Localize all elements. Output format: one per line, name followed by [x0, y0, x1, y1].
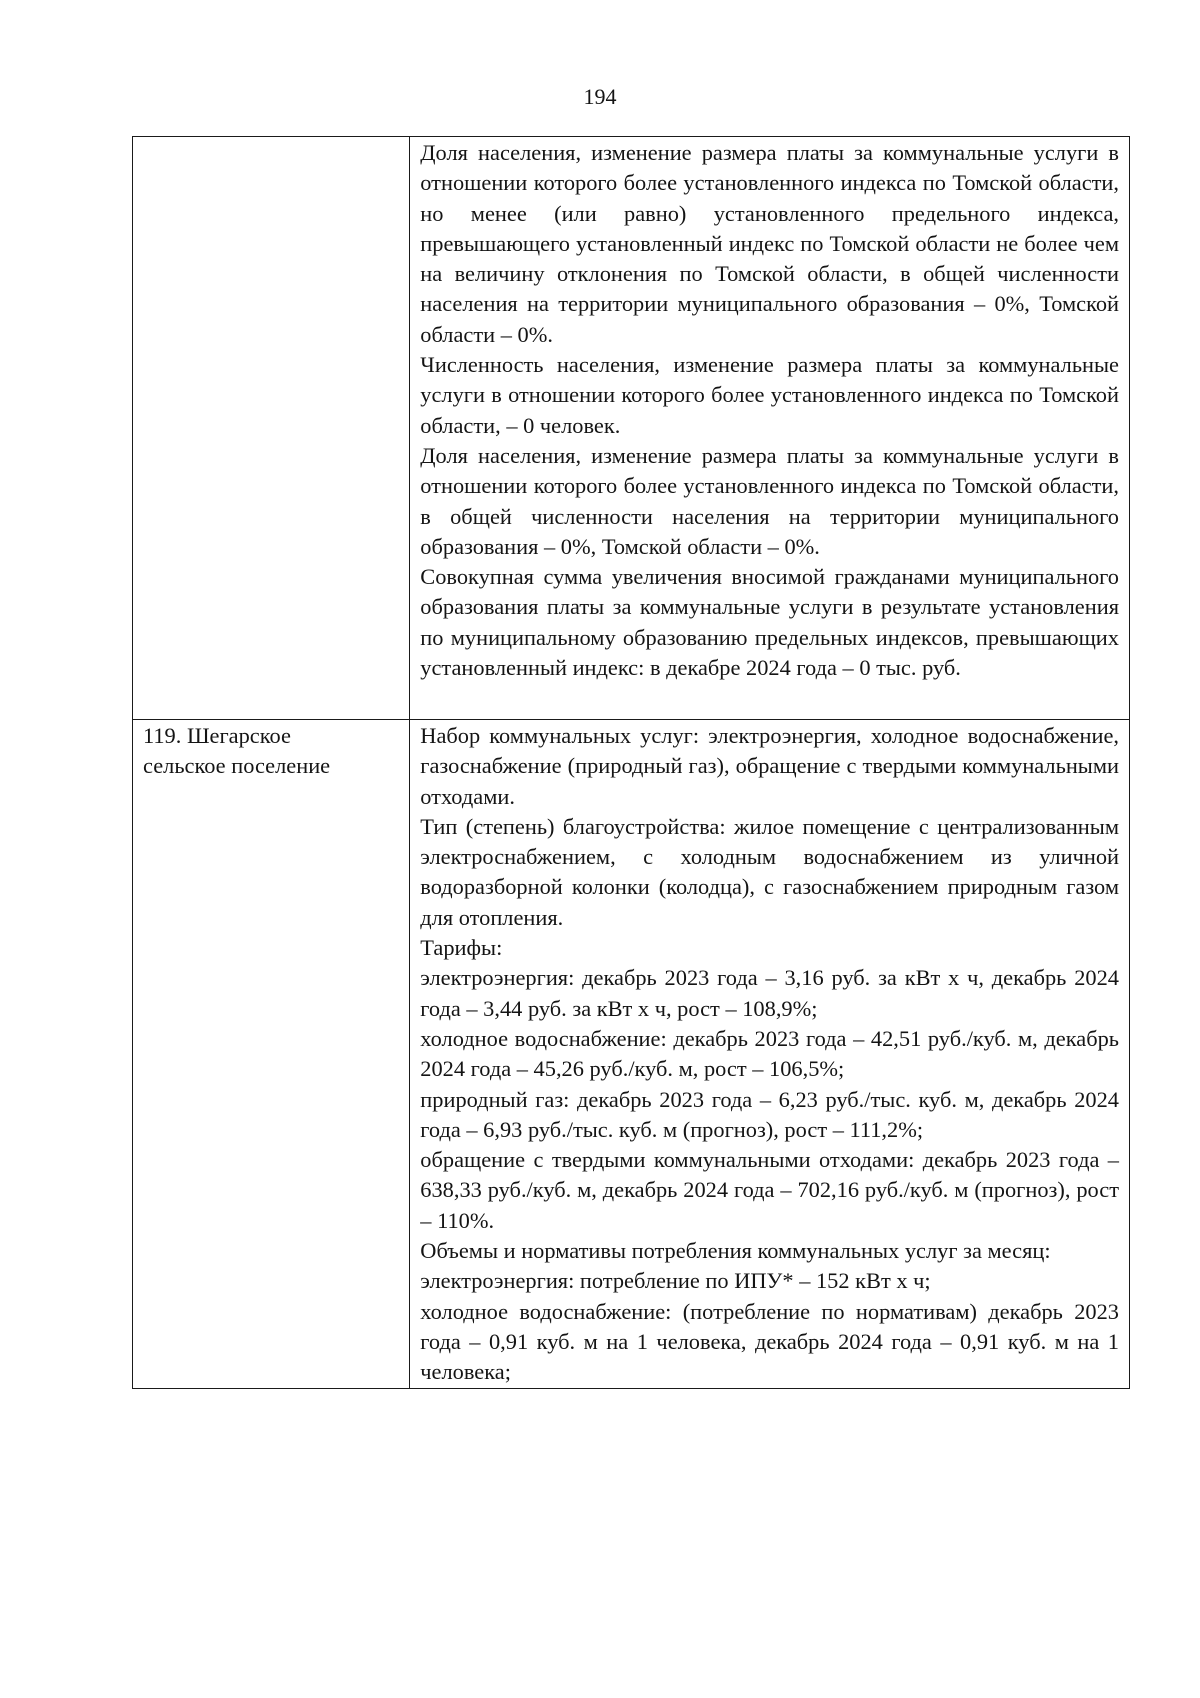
- municipality-cell: [133, 137, 410, 720]
- table-row: [133, 720, 1130, 1389]
- paragraph: Набор коммунальных услуг: электроэнергия, холодное водоснабжение, газоснабжение (природный газ), обращение с твердыми коммунальными отходами.: [420, 723, 1119, 809]
- description-cell: [410, 720, 1130, 1389]
- paragraph: холодное водоснабжение: (потребление по нормативам) декабрь 2023 года – 0,91 куб. м на 1 человека, декабрь 2024 года – 0,91 куб. м на 1 человека;: [420, 1298, 1119, 1385]
- page-number: 194: [583, 84, 617, 109]
- paragraph: обращение с твердыми коммунальными отходами: декабрь 2023 года – 638,33 руб./куб. м, декабрь 2024 года – 702,16 руб./куб. м (прогноз), рост – 110%.: [420, 1147, 1119, 1233]
- paragraph: Тарифы:: [420, 935, 503, 961]
- paragraph: Доля населения, изменение размера платы за коммунальные услуги в отношении которого более установленного индекса по Томской области, но менее (или равно) установленного предельного индекса, превышающего установленный индекс по Томской области не более чем на величину отклонения по Томской области, в общей численности населения на территории муниципального образования – 0%, Томской области – 0%.: [420, 140, 1119, 347]
- paragraph: Доля населения, изменение размера платы за коммунальные услуги в отношении которого более установленного индекса по Томской области, в общей численности населения на территории муниципального образования – 0%, Томской области – 0%.: [420, 442, 1119, 559]
- municipality-name-line: 119. Шегарское: [143, 723, 291, 748]
- paragraph: природный газ: декабрь 2023 года – 6,23 руб./тыс. куб. м, декабрь 2024 года – 6,93 руб./тыс. куб. м (прогноз), рост – 111,2%;: [420, 1086, 1119, 1142]
- municipality-name-line: сельское поселение: [143, 753, 331, 779]
- paragraph: Совокупная сумма увеличения вносимой гражданами муниципального образования платы за коммунальные услуги в результате установления по муниципальному образованию предельных индексов, превышающих установленный индекс: в декабре 2024 года – 0 тыс. руб.: [420, 564, 1119, 681]
- table-row: [133, 137, 1130, 720]
- paragraph: Численность населения, изменение размера платы за коммунальные услуги в отношении которого более установленного индекса по Томской области, – 0 человек.: [420, 352, 1119, 438]
- paragraph: Объемы и нормативы потребления коммунальных услуг за месяц:: [420, 1238, 1051, 1264]
- paragraph: электроэнергия: потребление по ИПУ* – 152 кВт х ч;: [420, 1268, 931, 1294]
- data-table: [132, 136, 1130, 1389]
- municipality-cell: [133, 720, 410, 1389]
- paragraph: Тип (степень) благоустройства: жилое помещение с централизованным электроснабжением, с холодным водоснабжением из уличной водоразборной колонки (колодца), с газоснабжением природным газом для отопления.: [420, 813, 1119, 930]
- description-cell: [410, 137, 1130, 720]
- paragraph: электроэнергия: декабрь 2023 года – 3,16 руб. за кВт х ч, декабрь 2024 года – 3,44 руб. за кВт х ч, рост – 108,9%;: [420, 965, 1119, 1021]
- paragraph: холодное водоснабжение: декабрь 2023 года – 42,51 руб./куб. м, декабрь 2024 года – 45,26 руб./куб. м, рост – 106,5%;: [420, 1025, 1119, 1082]
